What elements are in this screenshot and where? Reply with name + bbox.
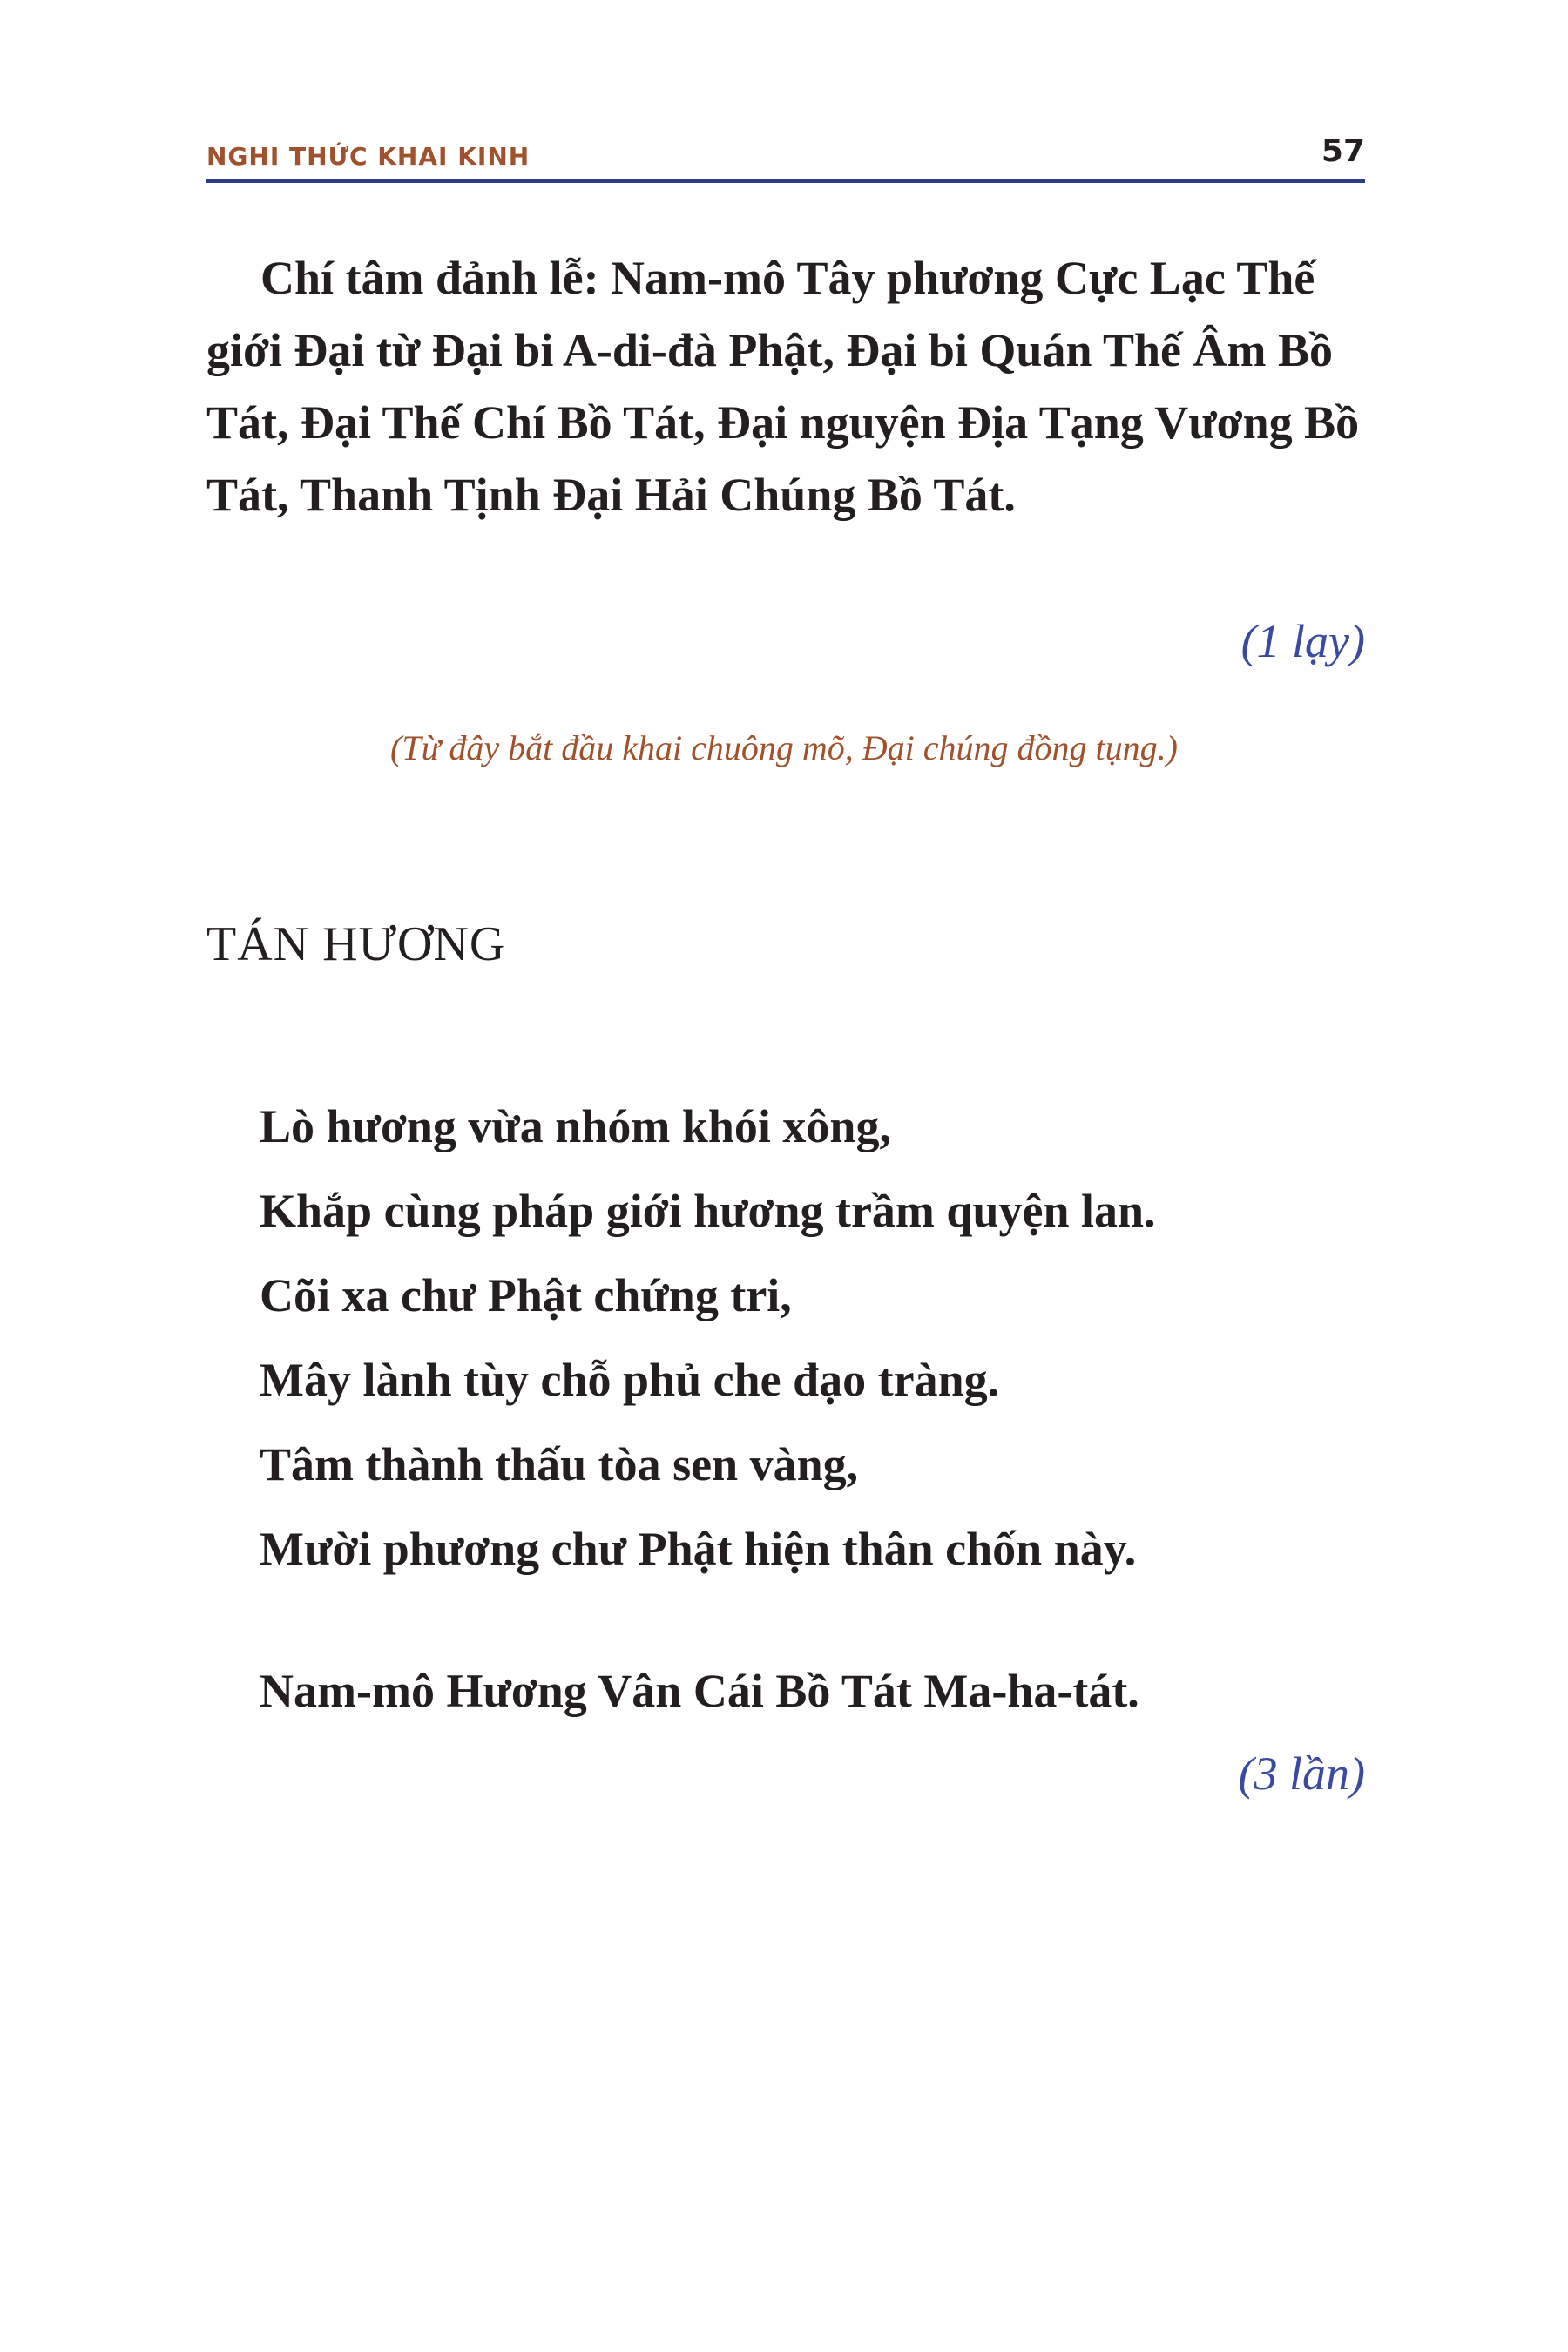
verse xyxy=(260,1085,1156,1592)
homage-line: Nam-mô Hương Vân Cái Bồ Tát Ma-ha-tát. xyxy=(260,1665,1139,1717)
page-number: 57 xyxy=(1321,133,1365,169)
verse-line: Cõi xa chư Phật chứng tri, xyxy=(260,1269,792,1321)
verse-line: Lò hương vừa nhóm khói xông, xyxy=(260,1100,891,1152)
verse-line: Mây lành tùy chỗ phủ che đạo tràng. xyxy=(260,1354,1000,1406)
page-header xyxy=(206,131,1365,183)
running-title: NGHI THỨC KHAI KINH xyxy=(206,142,531,171)
verse-line: Tâm thành thấu tòa sen vàng, xyxy=(260,1438,859,1490)
invocation-paragraph: Chí tâm đảnh lễ: Nam-mô Tây phương Cực Lạc Thế giới Đại từ Đại bi A-di-đà Phật, Đại bi Quán Thế Âm Bồ Tát, Đại Thế Chí Bồ Tát, Đại nguyện Địa Tạng Vương Bồ Tát, Thanh Tịnh Đại Hải Chúng Bồ Tát. xyxy=(206,252,1360,521)
verse-line: Khắp cùng pháp giới hương trầm quyện lan. xyxy=(260,1185,1156,1237)
ritual-instruction: (Từ đây bắt đầu khai chuông mõ, Đại chúng đồng tụng.) xyxy=(390,728,1178,767)
recitation-count: (3 lần) xyxy=(1238,1747,1365,1800)
section-title: TÁN HƯƠNG xyxy=(206,917,506,971)
verse-line: Mười phương chư Phật hiện thân chốn này. xyxy=(260,1523,1137,1575)
prostration-count: (1 lạy) xyxy=(1240,615,1365,667)
